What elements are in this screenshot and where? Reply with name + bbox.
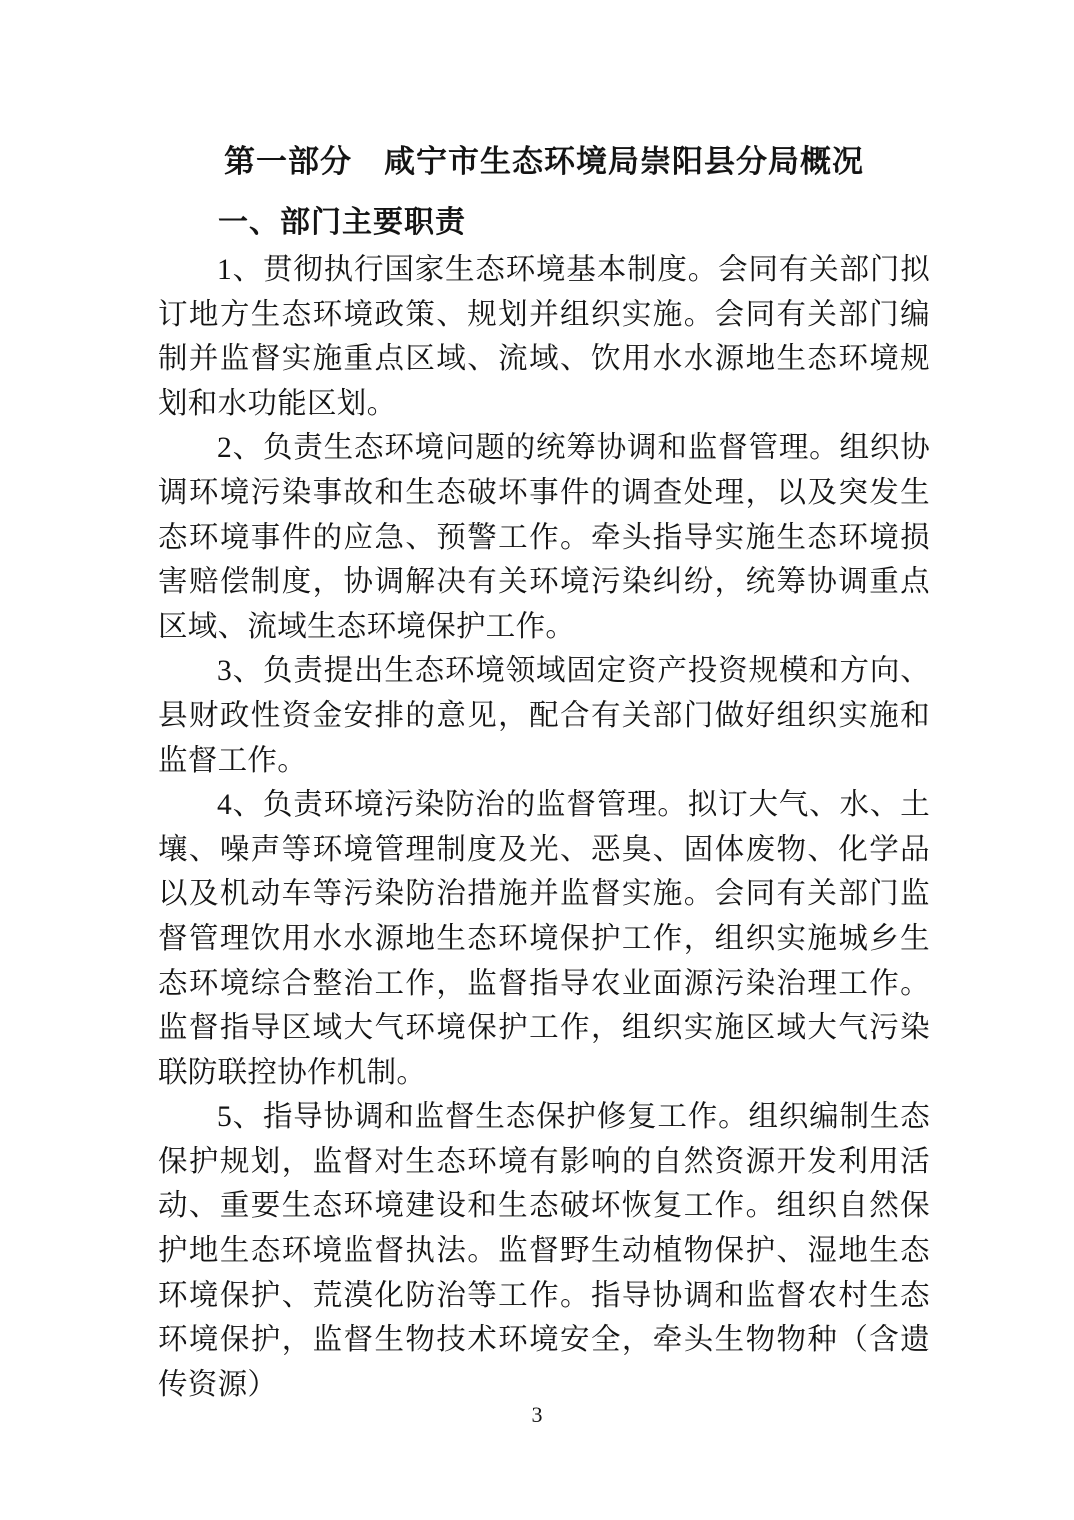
section-heading: 一、部门主要职责: [218, 206, 466, 239]
body-paragraph-3: 3、负责提出生态环境领域固定资产投资规模和方向、县财政性资金安排的意见，配合有关部门做好组织实施和监督工作。: [158, 655, 930, 777]
body-paragraph-5: 5、指导协调和监督生态保护修复工作。组织编制生态保护规划，监督对生态环境有影响的自然资源开发利用活动、重要生态环境建设和生态破坏恢复工作。组织自然保护地生态环境监督执法。监督野生动植物保护、湿地生态环境保护、荒漠化防治等工作。指导协调和监督农村生态环境保护，监督生物技术环境安全，牵头生物物种（含遗传资源）: [158, 1101, 930, 1401]
body-paragraph-4: 4、负责环境污染防治的监督管理。拟订大气、水、土壤、噪声等环境管理制度及光、恶臭、固体废物、化学品以及机动车等污染防治措施并监督实施。会同有关部门监督管理饮用水水源地生态环境保护工作，组织实施城乡生态环境综合整治工作，监督指导农业面源污染治理工作。监督指导区域大气环境保护工作，组织实施区域大气污染联防联控协作机制。: [158, 789, 930, 1089]
body-paragraph-1: 1、贯彻执行国家生态环境基本制度。会同有关部门拟订地方生态环境政策、规划并组织实施。会同有关部门编制并监督实施重点区域、流域、饮用水水源地生态环境规划和水功能区划。: [158, 254, 930, 420]
page-number: 3: [531, 1402, 543, 1427]
page-title: 第一部分 咸宁市生态环境局崇阳县分局概况: [224, 144, 864, 179]
document-body: [158, 248, 930, 1407]
body-paragraph-2: 2、负责生态环境问题的统筹协调和监督管理。组织协调环境污染事故和生态破坏事件的调查处理，以及突发生态环境事件的应急、预警工作。牵头指导实施生态环境损害赔偿制度，协调解决有关环境污染纠纷，统筹协调重点区域、流域生态环境保护工作。: [158, 432, 930, 643]
